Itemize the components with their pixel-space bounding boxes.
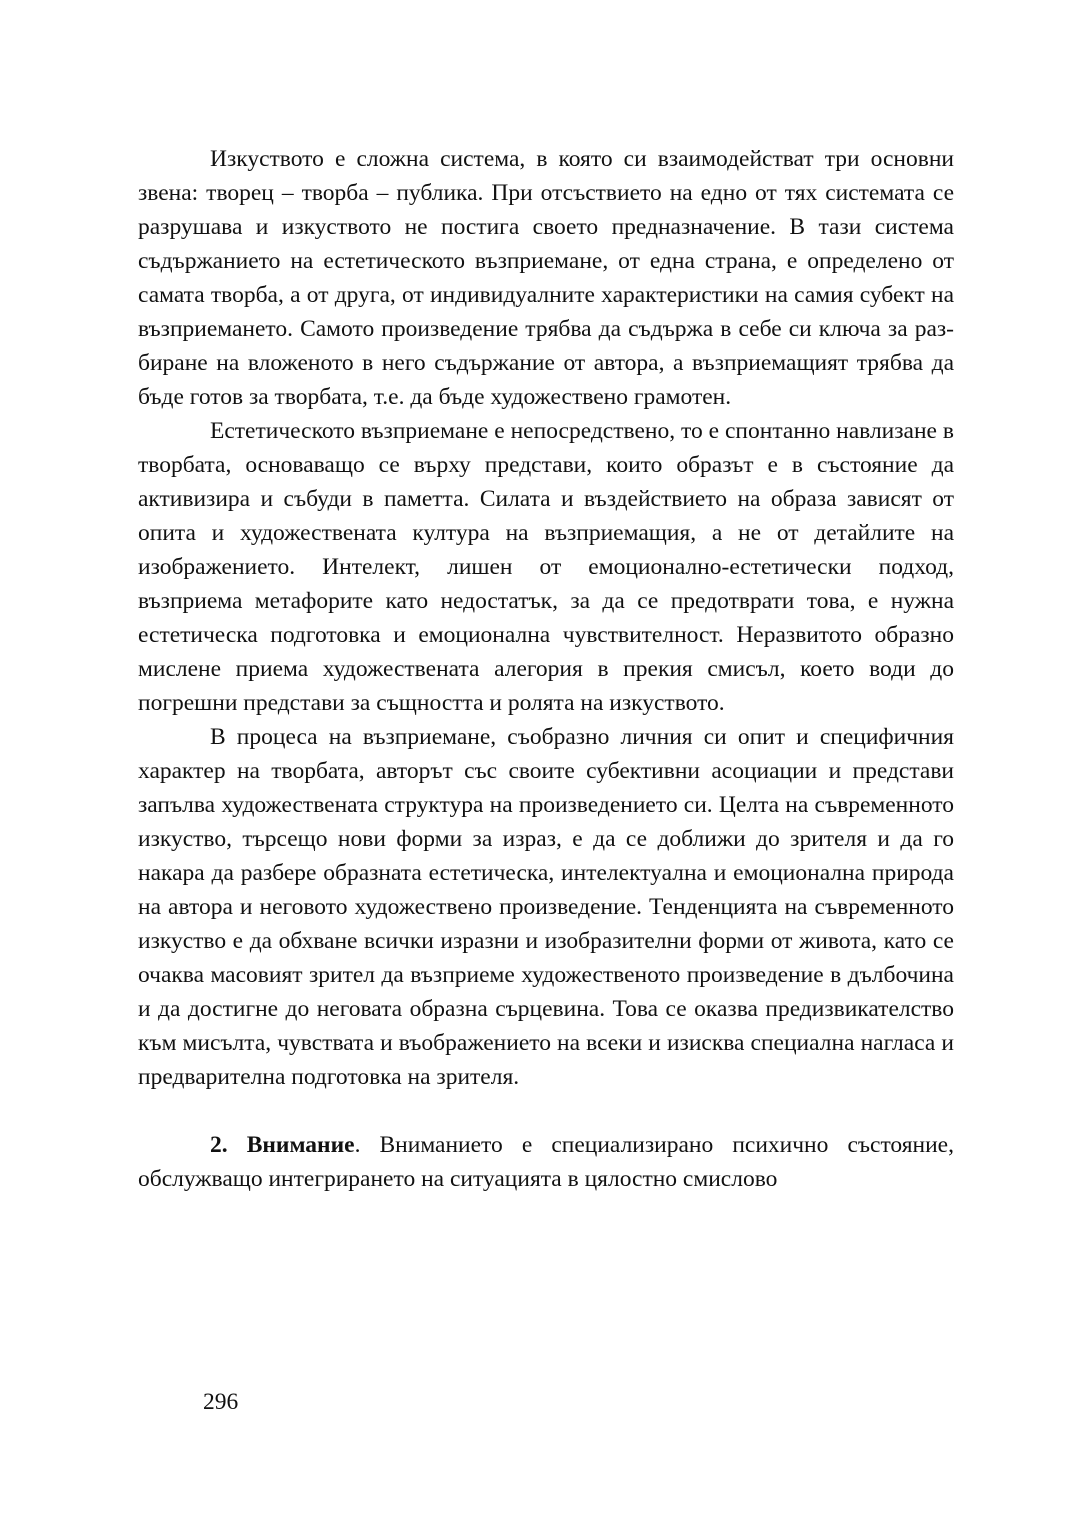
section-title: 2. Внимание	[210, 1132, 355, 1158]
paragraph-perception-process: В процеса на възприемане, съобразно личния си опит и специфичния характер на творбата, авторът със своите субективни асоциации и представи запълва художествената структура на произведението си. Целта на съвременното изкуство, търсещо нови форми за израз, е да се доближи до зрителя и да го накара да разбере образната естетическа, интелектуална и емоционална природа на автора и неговото художествено произведение. Тенденцията на съвременното изкуство е да обхване всички изразни и изобразителни форми от живота, като се очаква масовият зрител да възприеме художественото произведение в дълбочина и да достигне до неговата образна сърцевина. Това се оказва предизвикателство към мисълта, чувствата и въображението на всеки и изисква специална нагласа и предварителна подготовка на зрителя.	[138, 724, 954, 1090]
section-text: . Вниманието е специализирано психично състояние, обслужващо интегрирането на ситуацията в цялостно смислово	[138, 1132, 954, 1192]
paragraph-art-system: Изкуството е сложна система, в която си взаимодействат три основни звена: творец – творба – публика. При отсъствието на едно от тях системата се разрушава и изкуството не постига своето предназначение. В тази система съдържанието на естетическото възприемане, от една страна, е определено от самата творба, а от друга, от индивидуалните характеристики на самия субект на възприемането. Самото произведение трябва да съдържа в себе си ключа за разбиране на вложеното в него съдържание от автора, а възприемащият трябва да бъде готов за творбата, т.е. да бъде художествено грамотен.	[138, 146, 954, 410]
section-spacer	[138, 1094, 954, 1128]
section-attention	[138, 1128, 954, 1196]
page-number: 296	[203, 1389, 239, 1415]
paragraph-aesthetic-perception: Естетическото възприемане е непосредствено, то е спонтанно навлизане в творбата, основаващо се върху представи, които образът е в състояние да активизира и събуди в паметта. Силата и въздействието на образа зависят от опита и художествената култура на възприемащия, а не от детайлите на изображението. Интелект, лишен от емоционално-естетически подход, възприема метафорите като недостатък, за да се предотврати това, е нужна естетическа подготовка и емоционална чувствителност. Неразвитото образно мислене приема художествената алегория в прекия смисъл, което води до погрешни представи за същността и ролята на изкуството.	[138, 418, 954, 716]
page-body	[138, 142, 954, 1196]
